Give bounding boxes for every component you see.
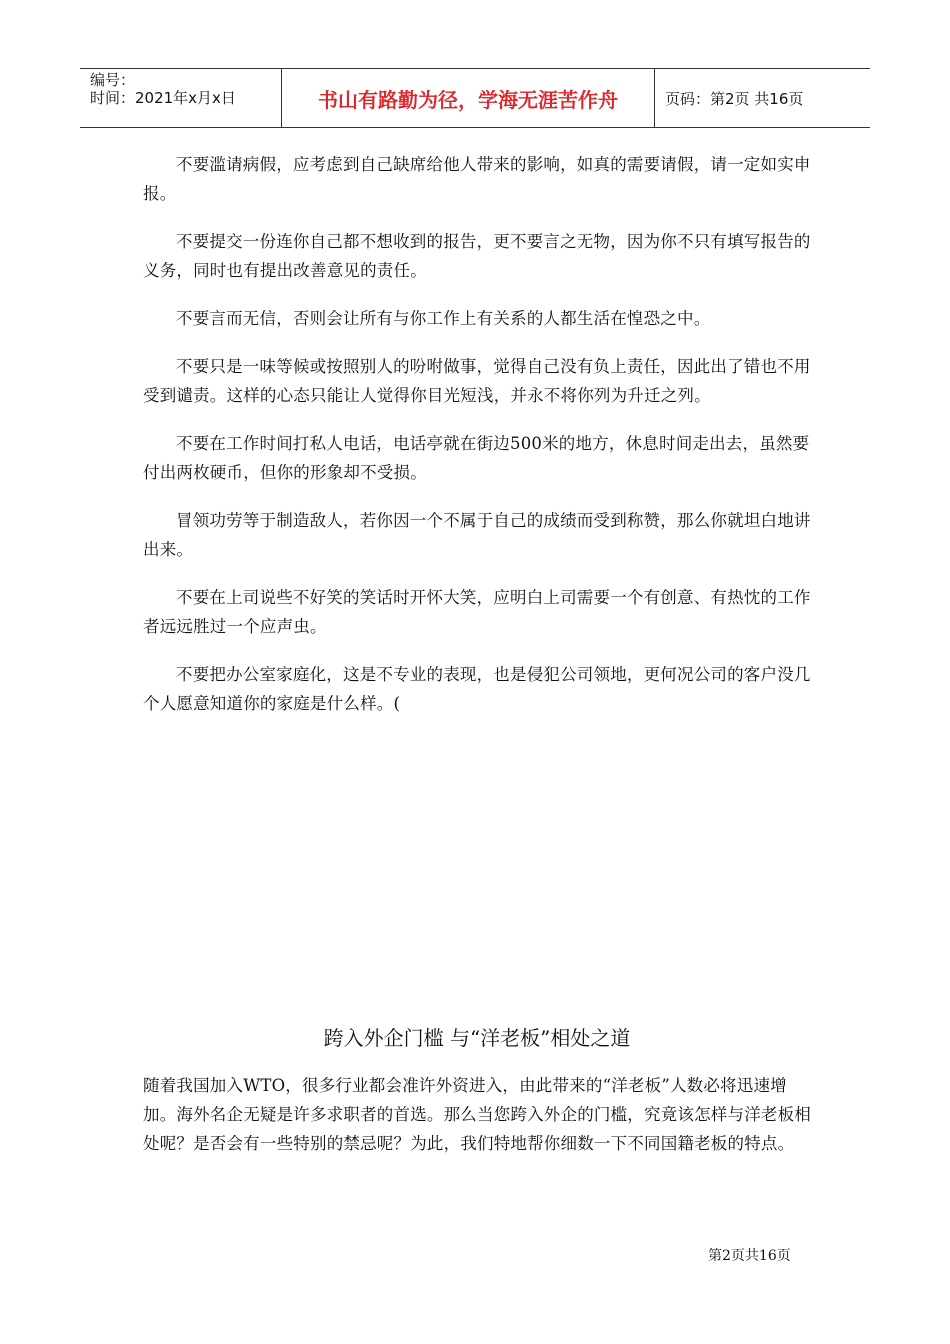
paragraph: 不要言而无信，否则会让所有与你工作上有关系的人都生活在惶恐之中。 (176, 309, 711, 328)
section-title: 跨入外企门槛 与“洋老板”相处之道 (323, 1026, 631, 1050)
paragraph: 不要在工作时间打私人电话，电话亭就在街边500米的地方，休息时间走出去，虽然要付出两枚硬币，但你的形象却不受损。 (143, 434, 810, 482)
paragraph: 不要滥请病假，应考虑到自己缺席给他人带来的影响，如真的需要请假，请一定如实申报。 (143, 155, 811, 203)
page-header (80, 68, 870, 128)
paragraph: 不要只是一味等候或按照别人的吩咐做事，觉得自己没有负上责任，因此出了错也不用受到谴责。这样的心态只能让人觉得你目光短浅，并永不将你列为升迁之列。 (143, 357, 811, 405)
document-date: 时间：2021年x月x日 (90, 89, 236, 107)
paragraph: 冒领功劳等于制造敌人，若你因一个不属于自己的成绩而受到称赞，那么你就坦白地讲出来。 (143, 511, 811, 559)
document-number-label: 编号： (90, 71, 136, 89)
header-meta (80, 69, 282, 127)
paragraph: 不要把办公室家庭化，这是不专业的表现，也是侵犯公司领地，更何况公司的客户没几个人愿意知道你的家庭是什么样。( (143, 665, 811, 713)
paragraph: 不要在上司说些不好笑的笑话时开怀大笑，应明白上司需要一个有创意、有热忱的工作者远远胜过一个应声虫。 (143, 588, 811, 636)
page-footer: 第2页共16页 (708, 1248, 791, 1264)
body-content (143, 150, 811, 737)
header-motto: 书山有路勤为径，学海无涯苦作舟 (282, 69, 655, 127)
header-page-info: 页码：第2页 共16页 (665, 89, 804, 108)
section-intro: 随着我国加入WTO，很多行业都会准许外资进入，由此带来的“洋老板”人数必将迅速增加。海外名企无疑是许多求职者的首选。那么当您跨入外企的门槛，究竟该怎样与洋老板相处呢？是否会有一些特别的禁忌呢？为此，我们特地帮你细数一下不同国籍老板的特点。 (143, 1076, 811, 1153)
paragraph: 不要提交一份连你自己都不想收到的报告，更不要言之无物，因为你不只有填写报告的义务，同时也有提出改善意见的责任。 (143, 232, 811, 280)
